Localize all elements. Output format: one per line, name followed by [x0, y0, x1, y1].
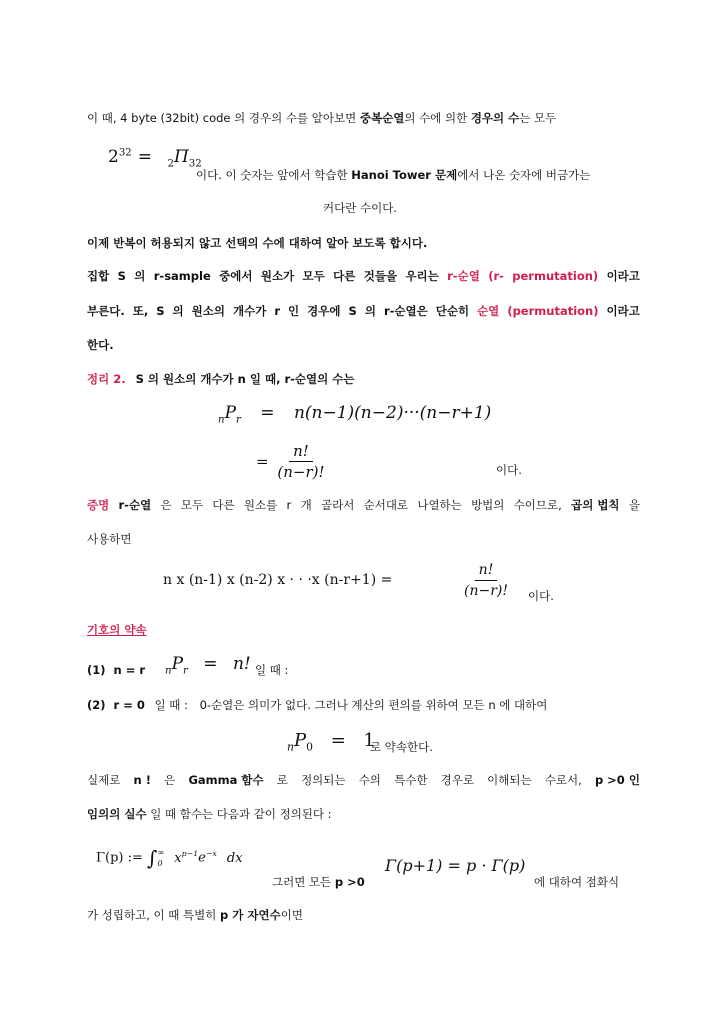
convention-1-label: (1) n = r — [87, 663, 146, 677]
theorem-line: 정리 2. S 의 원소의 개수가 n 일 때, r-순열의 수는 — [87, 372, 355, 386]
convention-2-line: (2) r = 0 일 때 : 0-순열은 의미가 없다. 그러나 계산의 편의를 위하여 모든 n 에 대하여 — [87, 698, 548, 712]
then-line: 그러면 모든 p >0 — [272, 875, 365, 889]
intro-line: 이 때, 4 byte (32bit) code 의 경우의 수를 알아보면 중복순열의 수에 의한 경우의 수는 모두 — [87, 111, 557, 125]
convention-2-formula: $_nP_0 = 1$ — [287, 730, 375, 754]
convention-1-tail: 일 때 : — [255, 663, 289, 677]
definition-row-1: 집합 S 의 r-sample 중에서 원소가 모두 다른 것들을 우리는 r-순열 (r- permutation) 이라고 — [87, 269, 640, 283]
product-expansion: n x (n-1) x (n-2) x · · ·x (n-r+1) = — [163, 572, 393, 588]
gamma-row-2: 임의의 실수 일 때 함수는 다음과 같이 정의된다 : — [87, 807, 332, 821]
notation-heading: 기호의 약속 — [87, 623, 147, 637]
theorem-label: 정리 2. — [87, 372, 126, 386]
factorial-tail: 이다. — [496, 463, 522, 477]
convention-2-tail: 로 약속한다. — [370, 740, 433, 754]
equation-power: $2^{32} = _2\Pi_{32}$ — [108, 147, 202, 170]
proof-row-1: 증명 r-순열 은 모두 다른 원소를 r 개 골라서 순서대로 나열하는 방법의 수이므로, 곱의 법칙 을 — [87, 498, 640, 512]
convention-1-formula: $_nP_r = n$! — [165, 654, 251, 677]
section-intro: 이제 반복이 허용되지 않고 선택의 수에 대하여 알아 보도록 합시다. — [87, 236, 428, 250]
proof-row-2: 사용하면 — [87, 532, 132, 546]
gamma-definition: Γ(p) := ∫ ∞ 0 $x^{p-1}e^{-x}$ dx — [96, 846, 243, 870]
recurrence-tail: 에 대하여 점화식 — [534, 875, 620, 889]
product-fraction: $\frac{n!}{(n-r)!}$ — [464, 562, 508, 599]
permutation-formula: $_nP_r = n(n-1)(n-2)\cdot\cdot\cdot(n-r+1)$ — [218, 403, 492, 426]
definition-row-2: 부른다. 또, S 의 원소의 개수가 r 인 경우에 S 의 r-순열은 단순히 순열 (permutation) 이라고 — [87, 304, 640, 318]
product-tail: 이다. — [528, 589, 554, 603]
big-number-line: 커다란 수이다. — [323, 201, 397, 215]
gamma-recurrence: Γ(p+1) = p · Γ(p) — [385, 856, 526, 875]
hanoi-line: 이다. 이 숫자는 앞에서 학습한 Hanoi Tower 문제에서 나온 숫자에 버금가는 — [196, 168, 591, 182]
natural-number-line: 가 성립하고, 이 때 특별히 p 가 자연수이면 — [87, 908, 303, 922]
factorial-formula: = $\frac{n!}{(n-r)!}$ — [256, 442, 325, 481]
gamma-row-1: 실제로 n ! 은 Gamma 함수 로 정의되는 수의 특수한 경우로 이해되는 수로서, p >0 인 — [87, 773, 640, 787]
definition-row-3: 한다. — [87, 338, 114, 352]
